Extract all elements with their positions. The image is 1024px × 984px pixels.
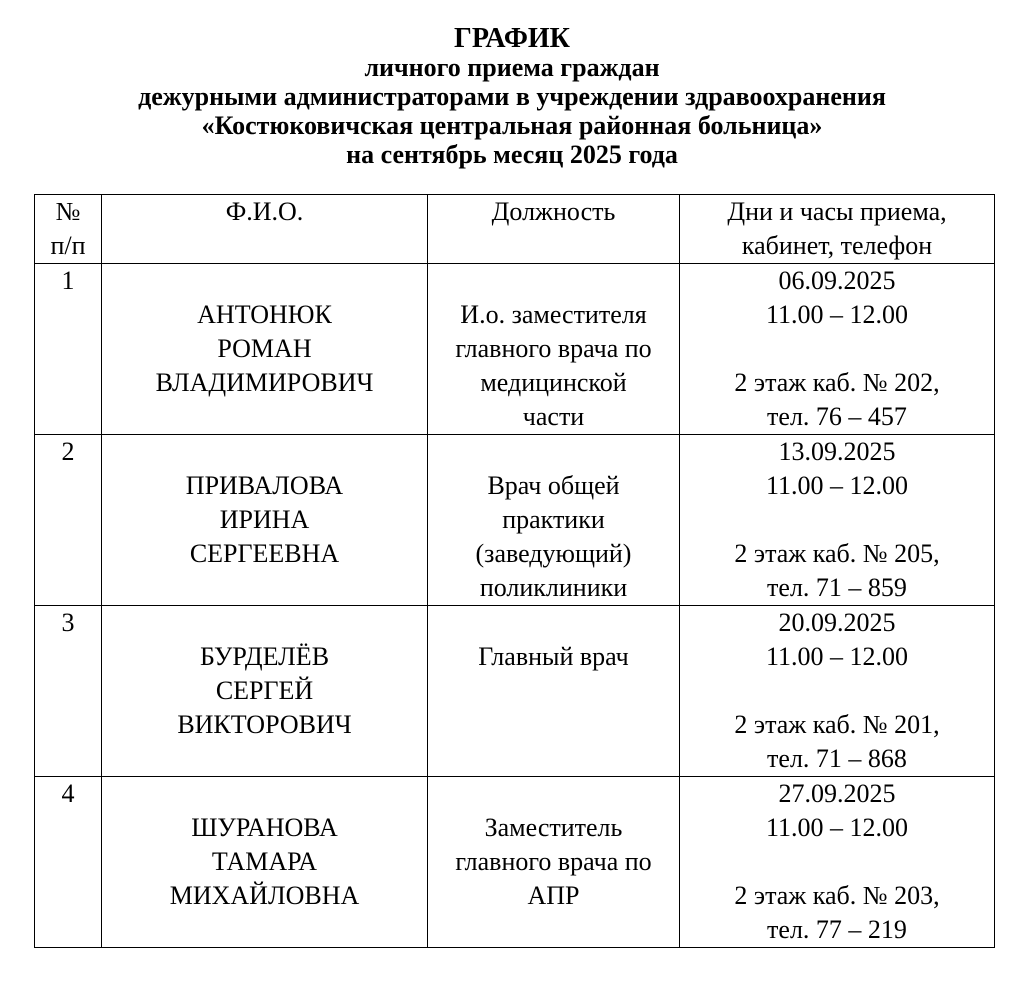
spacer [684, 332, 990, 366]
office-number: 2 этаж каб. № 205, [734, 539, 940, 568]
full-name-line: ВЛАДИМИРОВИЧ [155, 368, 374, 397]
spacer [432, 264, 675, 298]
position-line: части [522, 402, 585, 431]
position-line: поликлиники [479, 573, 628, 602]
reception-hours: 11.00 – 12.00 [765, 471, 909, 500]
cell-name [102, 264, 428, 435]
document-title: ГРАФИК [454, 23, 570, 54]
cell-position [428, 606, 680, 777]
phone-number: тел. 71 – 868 [767, 744, 907, 773]
full-name-line: ВИКТОРОВИЧ [177, 710, 352, 739]
position-line: главного врача по [455, 847, 652, 876]
table-header-row [35, 195, 995, 264]
cell-name [102, 435, 428, 606]
header-num [35, 195, 102, 264]
header-position [428, 195, 680, 264]
row-number: 3 [61, 608, 75, 637]
phone-number: тел. 76 – 457 [767, 402, 907, 431]
position-line: Главный врач [478, 642, 629, 671]
spacer [684, 503, 990, 537]
reception-date: 27.09.2025 [778, 779, 896, 808]
spacer [106, 606, 423, 640]
reception-hours: 11.00 – 12.00 [765, 642, 909, 671]
heading-line-5: на сентябрь месяц 2025 года [346, 140, 678, 169]
spacer [432, 777, 675, 811]
row-number: 4 [61, 779, 75, 808]
row-number: 2 [61, 437, 75, 466]
cell-num [35, 435, 102, 606]
cell-num [35, 264, 102, 435]
cell-schedule [680, 777, 995, 948]
phone-number: тел. 77 – 219 [767, 915, 907, 944]
document-heading [0, 24, 1024, 169]
position-line: практики [502, 505, 605, 534]
cell-num [35, 606, 102, 777]
full-name-line: РОМАН [217, 334, 312, 363]
table-row [35, 435, 995, 606]
full-name-line: ПРИВАЛОВА [185, 471, 344, 500]
table-row [35, 606, 995, 777]
header-time-line-1: Дни и часы приема, [727, 197, 947, 226]
cell-num [35, 777, 102, 948]
header-name-label: Ф.И.О. [225, 197, 304, 226]
spacer [432, 606, 675, 640]
reception-date: 20.09.2025 [778, 608, 896, 637]
header-num-line-1: № [55, 197, 81, 226]
cell-position [428, 777, 680, 948]
full-name-line: МИХАЙЛОВНА [169, 881, 360, 910]
heading-line-2: личного приема граждан [364, 53, 660, 82]
position-line: И.о. заместителя [460, 300, 647, 329]
position-line: медицинской [480, 368, 627, 397]
position-line: Врач общей [487, 471, 620, 500]
spacer [684, 674, 990, 708]
table-row [35, 264, 995, 435]
cell-name [102, 606, 428, 777]
full-name-line: ШУРАНОВА [191, 813, 338, 842]
cell-schedule [680, 264, 995, 435]
reception-hours: 11.00 – 12.00 [765, 300, 909, 329]
full-name-line: ТАМАРА [211, 847, 318, 876]
header-position-label: Должность [491, 197, 616, 226]
cell-position [428, 264, 680, 435]
office-number: 2 этаж каб. № 203, [734, 881, 940, 910]
position-line: АПР [527, 881, 580, 910]
full-name-line: СЕРГЕЙ [215, 676, 314, 705]
office-number: 2 этаж каб. № 201, [734, 710, 940, 739]
table-row [35, 777, 995, 948]
reception-date: 13.09.2025 [778, 437, 896, 466]
spacer [432, 435, 675, 469]
schedule-table [34, 194, 995, 948]
spacer [106, 264, 423, 298]
full-name-line: ИРИНА [219, 505, 310, 534]
position-line: Заместитель [484, 813, 623, 842]
full-name-line: СЕРГЕЕВНА [189, 539, 340, 568]
position-line: главного врача по [455, 334, 652, 363]
cell-schedule [680, 606, 995, 777]
heading-line-4: «Костюковичская центральная районная больница» [201, 111, 823, 140]
spacer [684, 845, 990, 879]
spacer [106, 777, 423, 811]
row-number: 1 [61, 266, 75, 295]
reception-hours: 11.00 – 12.00 [765, 813, 909, 842]
reception-date: 06.09.2025 [778, 266, 896, 295]
office-number: 2 этаж каб. № 202, [734, 368, 940, 397]
heading-line-3: дежурными администраторами в учреждении здравоохранения [138, 82, 886, 111]
full-name-line: БУРДЕЛЁВ [199, 642, 330, 671]
cell-position [428, 435, 680, 606]
full-name-line: АНТОНЮК [197, 300, 332, 329]
phone-number: тел. 71 – 859 [767, 573, 907, 602]
cell-schedule [680, 435, 995, 606]
header-time [680, 195, 995, 264]
header-time-line-2: кабинет, телефон [741, 231, 933, 260]
header-name [102, 195, 428, 264]
spacer [106, 435, 423, 469]
cell-name [102, 777, 428, 948]
position-line: (заведующий) [475, 539, 632, 568]
header-num-line-2: п/п [50, 231, 86, 260]
